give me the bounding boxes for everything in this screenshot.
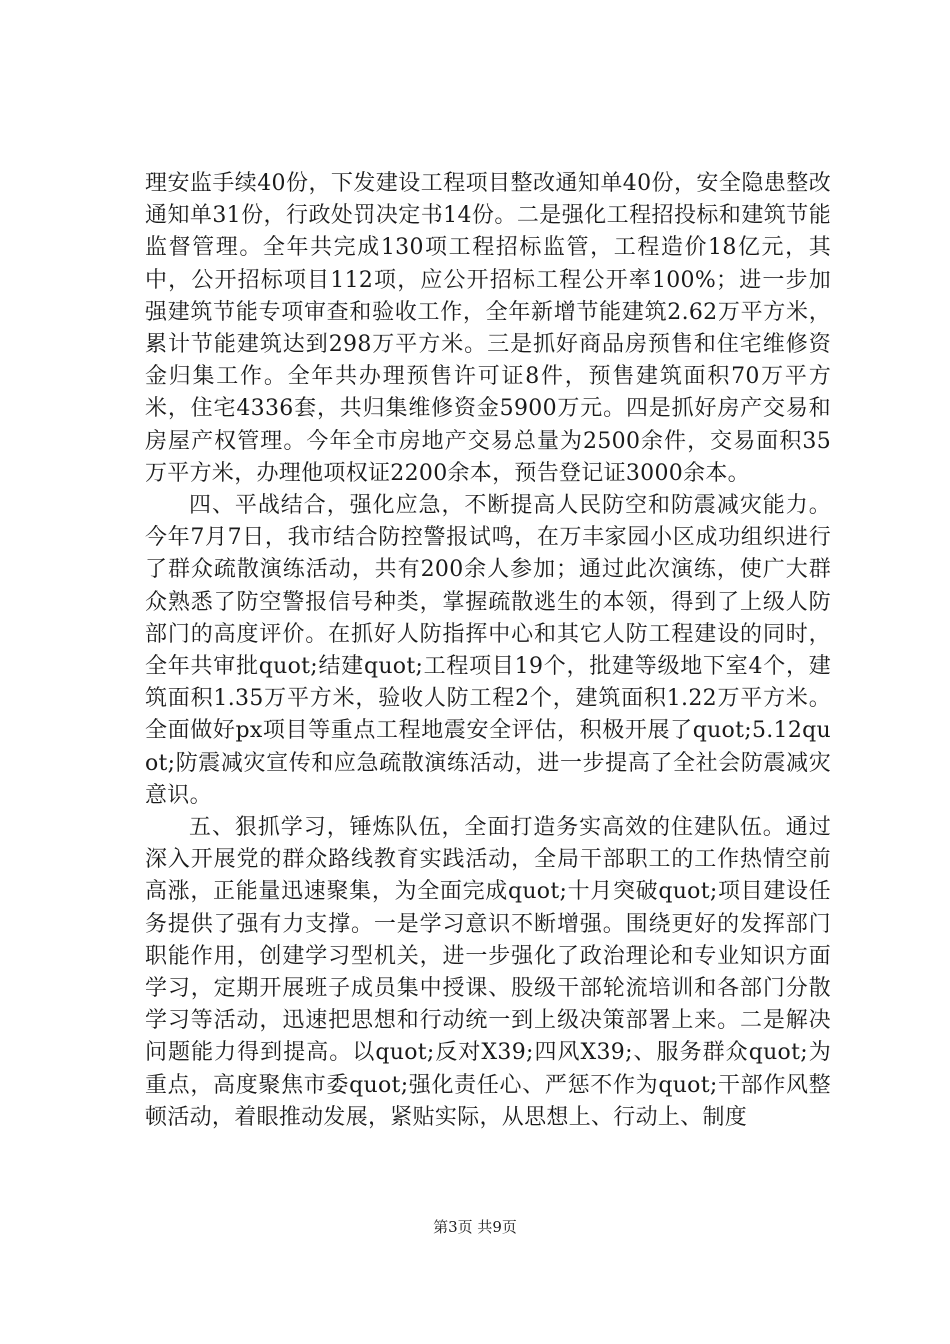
paragraph-civil-defense: 四、平战结合，强化应急，不断提高人民防空和防震减灾能力。今年7月7日，我市结合防控警报试鸣，在万丰家园小区成功组织进行了群众疏散演练活动，共有200余人参加；通过此次演练，使广大群众熟悉了防空警报信号种类，掌握疏散逃生的本领，得到了上级人防部门的高度评价。在抓好人防指挥中心和其它人防工程建设的同时，全年共审批quot;结建quot;工程项目19个，批建等级地下室4个，建筑面积1.35万平方米，验收人防工程2个，建筑面积1.22万平方米。全面做好px项目等重点工程地震安全评估，积极开展了quot;5.12quot;防震减灾宣传和应急疏散演练活动，进一步提高了全社会防震减灾意识。 (145, 493, 831, 808)
page-footer: 第3页 共9页 (433, 1218, 517, 1236)
paragraph-continuation: 理安监手续40份，下发建设工程项目整改通知单40份，安全隐患整改通知单31份，行政处罚决定书14份。二是强化工程招投标和建筑节能监督管理。全年共完成130项工程招标监管，工程造价18亿元，其中，公开招标项目112项，应公开招标工程公开率100%；进一步加强建筑节能专项审查和验收工作，全年新增节能建筑2.62万平方米，累计节能建筑达到298万平方米。三是抓好商品房预售和住宅维修资金归集工作。全年共办理预售许可证8件，预售建筑面积70万平方米，住宅4336套，共归集维修资金5900万元。四是抓好房产交易和房屋产权管理。今年全市房地产交易总量为2500余件，交易面积35万平方米，办理他项权证2200余本，预告登记证3000余本。 (145, 171, 831, 486)
document-body (145, 168, 831, 1134)
paragraph-team-building: 五、狠抓学习，锤炼队伍，全面打造务实高效的住建队伍。通过深入开展党的群众路线教育实践活动，全局干部职工的工作热情空前高涨，正能量迅速聚集，为全面完成quot;十月突破quot;项目建设任务提供了强有力支撑。一是学习意识不断增强。围绕更好的发挥部门职能作用，创建学习型机关，进一步强化了政治理论和专业知识方面学习，定期开展班子成员集中授课、股级干部轮流培训和各部门分散学习等活动，迅速把思想和行动统一到上级决策部署上来。二是解决问题能力得到提高。以quot;反对X39;四风X39;、服务群众quot;为重点，高度聚焦市委quot;强化责任心、严惩不作为quot;干部作风整顿活动，着眼推动发展，紧贴实际，从思想上、行动上、制度 (145, 815, 831, 1130)
